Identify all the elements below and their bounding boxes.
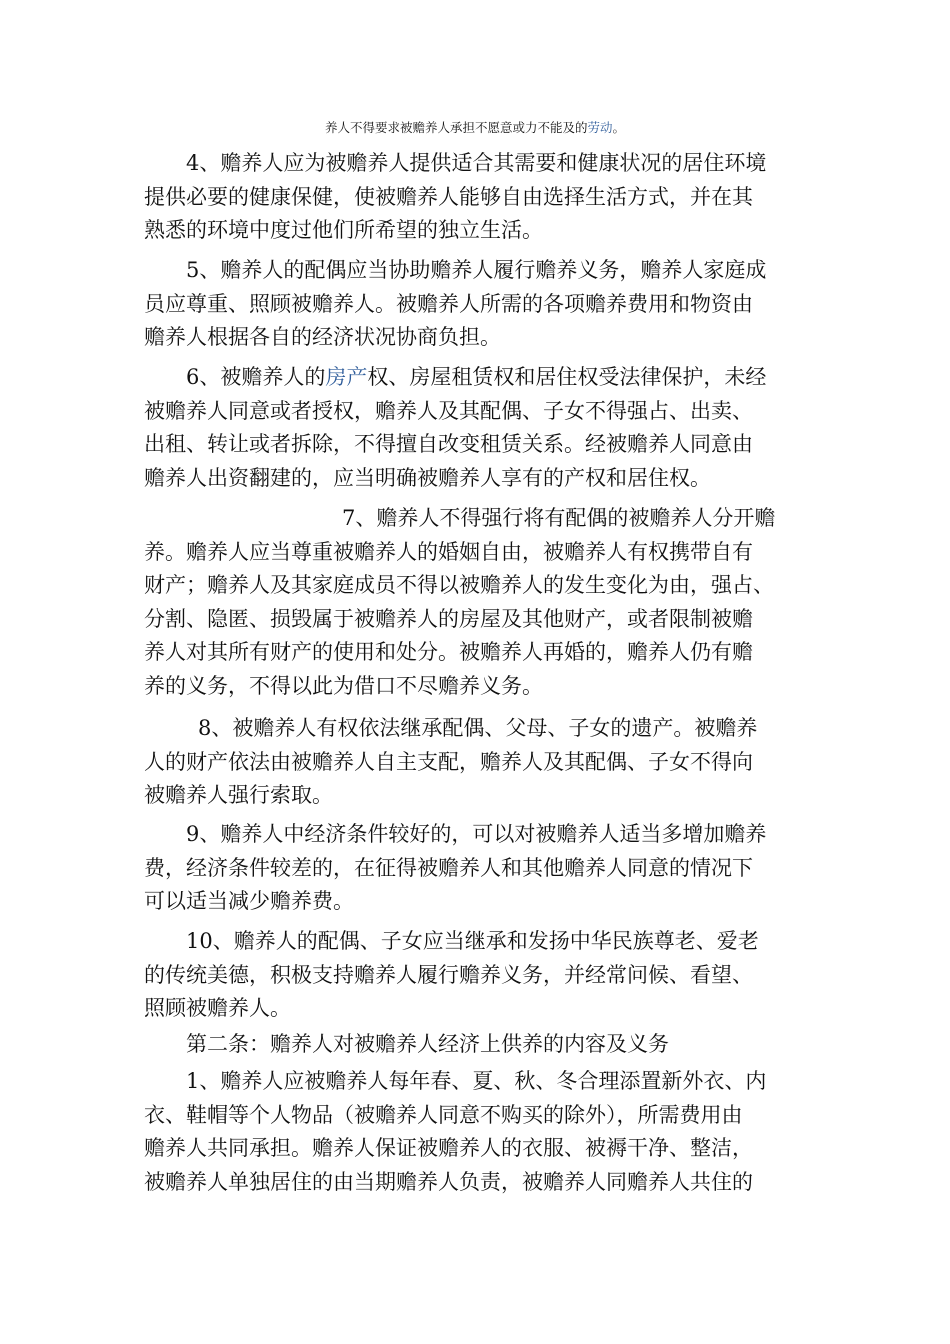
paragraph-item-6 — [144, 361, 816, 495]
text-line: 赡养人共同承担。赡养人保证被赡养人的衣服、被褥干净、整洁， — [144, 1136, 753, 1160]
text-line: 5、赡养人的配偶应当协助赡养人履行赡养义务，赡养人家庭成 — [144, 258, 767, 282]
section-heading-article-2 — [144, 1028, 816, 1062]
paragraph-item-5 — [144, 254, 816, 355]
labor-link[interactable]: 劳动 — [587, 120, 613, 135]
text-line: 被赡养人强行索取。 — [144, 783, 333, 807]
text-line: 第二条：赡养人对被赡养人经济上供养的内容及义务 — [144, 1032, 669, 1056]
text-line: 可以适当减少赡养费。 — [144, 889, 354, 913]
paragraph-item-9 — [144, 818, 816, 919]
top-line-end: 。 — [612, 120, 626, 135]
paragraph-item-4 — [144, 147, 816, 248]
text-line: 照顾被赡养人。 — [144, 996, 291, 1020]
property-link[interactable]: 房产 — [325, 365, 368, 389]
text-line: 财产；赡养人及其家庭成员不得以被赡养人的发生变化为由，强占、 — [144, 573, 774, 597]
text-line: 提供必要的健康保健，使被赡养人能够自由选择生活方式，并在其 — [144, 184, 753, 209]
text-line: 养的义务，不得以此为借口不尽赡养义务。 — [144, 673, 543, 698]
text-segment: 权、房屋租赁权和居住权受法律保护，未经 — [367, 365, 767, 389]
text-line: 员应尊重、照顾被赡养人。被赡养人所需的各项赡养费用和物资由 — [144, 291, 753, 316]
paragraph-article-2-item-1 — [144, 1065, 816, 1199]
text-line: 被赡养人单独居住的由当期赡养人负责，被赡养人同赡养人共住的 — [144, 1169, 753, 1194]
text-segment: 6、被赡养人的 — [144, 365, 326, 389]
text-line: 分割、隐匿、损毁属于被赡养人的房屋及其他财产，或者限制被赡 — [144, 606, 753, 631]
text-line: 养。赡养人应当尊重被赡养人的婚姻自由，被赡养人有权携带自有 — [144, 539, 753, 564]
text-line: 熟悉的环境中度过他们所希望的独立生活。 — [144, 218, 543, 242]
text-line: 8、被赡养人有权依法继承配偶、父母、子女的遗产。被赡养 — [198, 716, 758, 740]
top-fragment-line — [0, 119, 950, 137]
text-line: 赡养人根据各自的经济状况协商负担。 — [144, 325, 501, 349]
text-line: 被赡养人同意或者授权，赡养人及其配偶、子女不得强占、出卖、 — [144, 398, 753, 423]
paragraph-item-8 — [144, 712, 816, 813]
text-line: 养人对其所有财产的使用和处分。被赡养人再婚的，赡养人仍有赡 — [144, 640, 753, 664]
text-line — [144, 361, 816, 395]
text-line: 赡养人出资翻建的，应当明确被赡养人享有的产权和居住权。 — [144, 465, 711, 490]
text-line: 出租、转让或者拆除，不得擅自改变租赁关系。经被赡养人同意由 — [144, 432, 753, 456]
paragraph-item-10 — [144, 925, 816, 1026]
text-line: 9、赡养人中经济条件较好的，可以对被赡养人适当多增加赡养 — [144, 822, 767, 846]
top-line-text: 养人不得要求被赡养人承担不愿意或力不能及的 — [324, 120, 588, 135]
paragraph-item-7 — [144, 502, 816, 703]
text-line: 人的财产依法由被赡养人自主支配，赡养人及其配偶、子女不得向 — [144, 749, 753, 774]
text-line: 4、赡养人应为被赡养人提供适合其需要和健康状况的居住环境 — [144, 151, 767, 175]
text-line: 衣、鞋帽等个人物品（被赡养人同意不购买的除外），所需费用由 — [144, 1102, 743, 1127]
text-line: 10、赡养人的配偶、子女应当继承和发扬中华民族尊老、爱老 — [144, 929, 759, 953]
text-line: 费，经济条件较差的，在征得被赡养人和其他赡养人同意的情况下 — [144, 855, 753, 880]
text-line: 1、赡养人应被赡养人每年春、夏、秋、冬合理添置新外衣、内 — [144, 1069, 767, 1093]
text-line: 的传统美德，积极支持赡养人履行赡养义务，并经常问候、看望、 — [144, 962, 753, 987]
text-line: 7、赡养人不得强行将有配偶的被赡养人分开赡 — [342, 506, 776, 530]
